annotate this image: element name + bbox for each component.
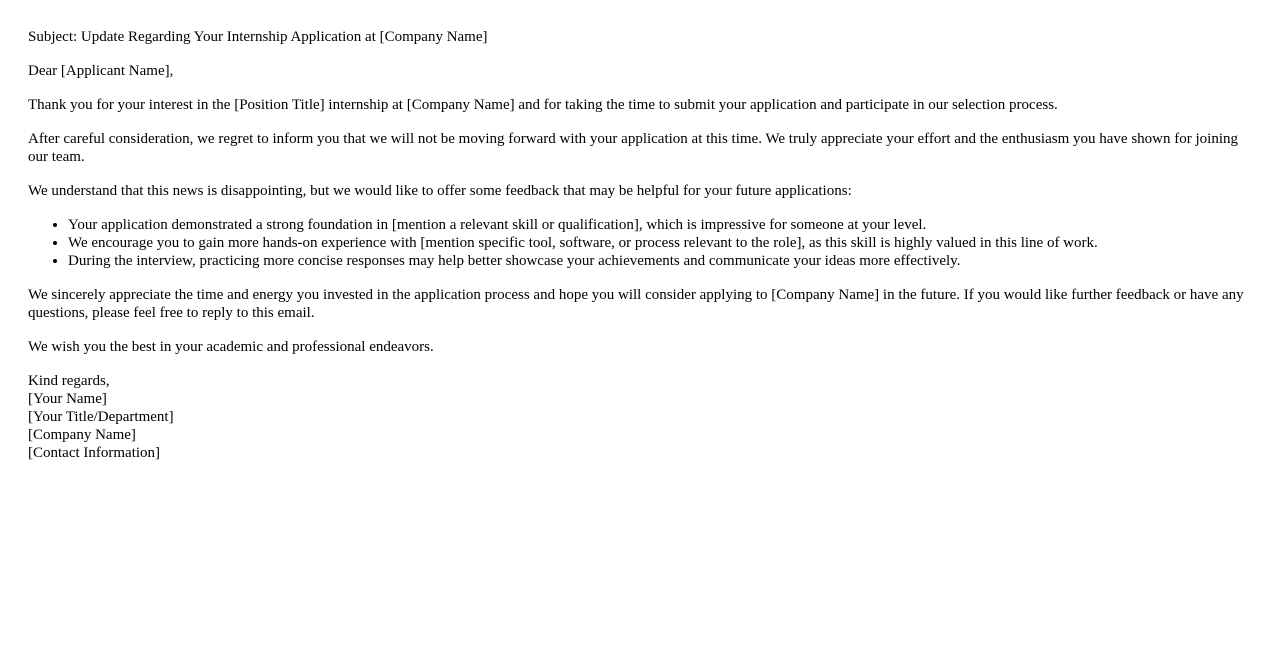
- paragraph-best-wishes: We wish you the best in your academic and professional endeavors.: [28, 339, 434, 355]
- signature-name: [Your Name]: [28, 391, 107, 407]
- signature-company: [Company Name]: [28, 427, 136, 443]
- email-body: [28, 28, 1250, 462]
- email-signature: [28, 372, 1250, 462]
- feedback-list: [28, 216, 1250, 270]
- feedback-item: • We encourage you to gain more hands-on experience with [mention specific tool, software, or process relevant to the role], as this skill is highly valued in this line of work.: [68, 234, 1250, 252]
- feedback-item: • Your application demonstrated a strong foundation in [mention a relevant skill or qualification], which is impressive for someone at your level.: [68, 216, 1250, 234]
- feedback-item: • During the interview, practicing more concise responses may help better showcase your achievements and communicate your ideas more effectively.: [68, 252, 1250, 270]
- paragraph-feedback-intro: We understand that this news is disappointing, but we would like to offer some feedback that may be helpful for your future applications:: [28, 183, 852, 199]
- signature-contact: [Contact Information]: [28, 445, 161, 461]
- paragraph-decision: After careful consideration, we regret to inform you that we will not be moving forward with your application at this time. We truly appreciate your effort and the enthusiasm you have shown for joining our team.: [28, 131, 1238, 165]
- signature-closing: Kind regards,: [28, 373, 110, 389]
- email-greeting: Dear [Applicant Name],: [28, 63, 174, 79]
- email-subject: Subject: Update Regarding Your Internship Application at [Company Name]: [28, 29, 488, 45]
- signature-title: [Your Title/Department]: [28, 409, 174, 425]
- paragraph-appreciation: We sincerely appreciate the time and energy you invested in the application process and hope you will consider applying to [Company Name] in the future. If you would like further feedback or have any questions, please feel free to reply to this email.: [28, 287, 1244, 321]
- paragraph-thank-you: Thank you for your interest in the [Position Title] internship at [Company Name] and for taking the time to submit your application and participate in our selection process.: [28, 97, 1058, 113]
